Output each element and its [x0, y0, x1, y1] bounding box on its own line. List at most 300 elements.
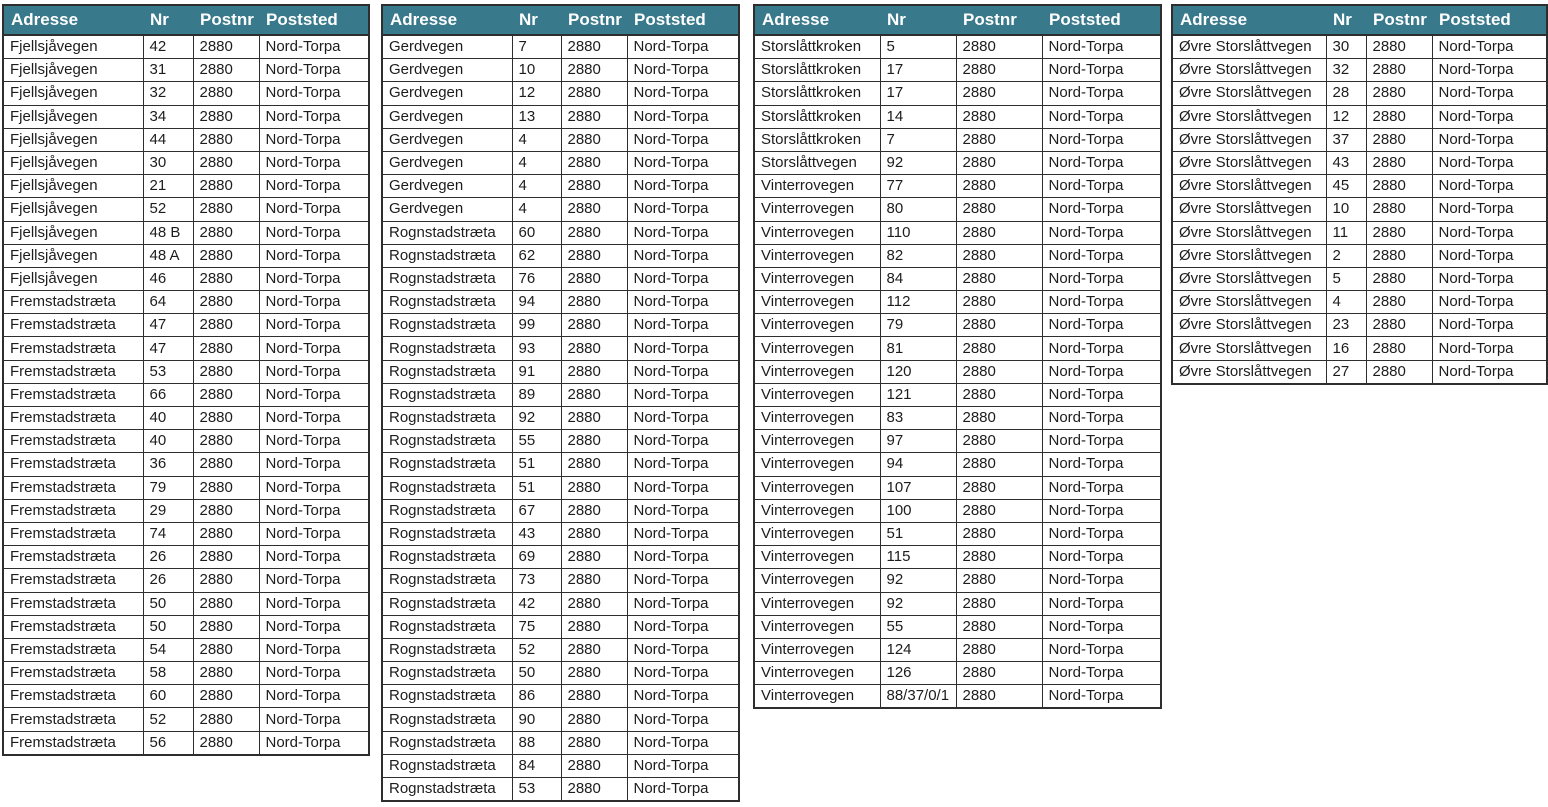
cell-poststed[interactable]: Nord-Torpa	[259, 128, 369, 151]
cell-poststed[interactable]: Nord-Torpa	[627, 82, 739, 105]
cell-poststed[interactable]: Nord-Torpa	[1042, 337, 1161, 360]
cell-postnr[interactable]: 2880	[956, 407, 1042, 430]
cell-postnr[interactable]: 2880	[561, 198, 627, 221]
cell-adresse[interactable]: Rognstadstræta	[382, 522, 512, 545]
cell-nr[interactable]: 51	[512, 453, 561, 476]
cell-nr[interactable]: 34	[143, 105, 193, 128]
cell-poststed[interactable]: Nord-Torpa	[259, 35, 369, 59]
cell-postnr[interactable]: 2880	[561, 754, 627, 777]
cell-poststed[interactable]: Nord-Torpa	[1042, 82, 1161, 105]
cell-adresse[interactable]: Rognstadstræta	[382, 708, 512, 731]
cell-postnr[interactable]: 2880	[193, 175, 259, 198]
cell-poststed[interactable]: Nord-Torpa	[1042, 314, 1161, 337]
cell-poststed[interactable]: Nord-Torpa	[627, 615, 739, 638]
cell-adresse[interactable]: Vinterrovegen	[754, 383, 880, 406]
cell-adresse[interactable]: Fjellsjåvegen	[3, 198, 143, 221]
cell-adresse[interactable]: Vinterrovegen	[754, 314, 880, 337]
cell-adresse[interactable]: Rognstadstræta	[382, 407, 512, 430]
cell-postnr[interactable]: 2880	[561, 638, 627, 661]
cell-nr[interactable]: 23	[1326, 314, 1366, 337]
cell-postnr[interactable]: 2880	[561, 499, 627, 522]
cell-postnr[interactable]: 2880	[561, 731, 627, 754]
cell-adresse[interactable]: Gerdvegen	[382, 128, 512, 151]
cell-nr[interactable]: 92	[512, 407, 561, 430]
cell-adresse[interactable]: Rognstadstræta	[382, 453, 512, 476]
cell-adresse[interactable]: Storslåttkroken	[754, 59, 880, 82]
cell-adresse[interactable]: Vinterrovegen	[754, 198, 880, 221]
cell-nr[interactable]: 4	[512, 151, 561, 174]
cell-postnr[interactable]: 2880	[561, 592, 627, 615]
cell-postnr[interactable]: 2880	[956, 221, 1042, 244]
cell-nr[interactable]: 88	[512, 731, 561, 754]
cell-postnr[interactable]: 2880	[1366, 59, 1432, 82]
header-cell-postnr[interactable]: Postnr	[1366, 5, 1432, 35]
cell-postnr[interactable]: 2880	[193, 453, 259, 476]
cell-nr[interactable]: 69	[512, 546, 561, 569]
cell-postnr[interactable]: 2880	[1366, 151, 1432, 174]
cell-postnr[interactable]: 2880	[956, 35, 1042, 59]
cell-adresse[interactable]: Gerdvegen	[382, 175, 512, 198]
cell-poststed[interactable]: Nord-Torpa	[627, 383, 739, 406]
header-cell-adresse[interactable]: Adresse	[754, 5, 880, 35]
cell-postnr[interactable]: 2880	[193, 662, 259, 685]
cell-postnr[interactable]: 2880	[561, 569, 627, 592]
header-cell-nr[interactable]: Nr	[1326, 5, 1366, 35]
cell-adresse[interactable]: Vinterrovegen	[754, 476, 880, 499]
cell-adresse[interactable]: Øvre Storslåttvegen	[1172, 105, 1326, 128]
cell-adresse[interactable]: Storslåttkroken	[754, 35, 880, 59]
cell-adresse[interactable]: Rognstadstræta	[382, 685, 512, 708]
cell-nr[interactable]: 12	[512, 82, 561, 105]
cell-postnr[interactable]: 2880	[956, 569, 1042, 592]
cell-nr[interactable]: 47	[143, 314, 193, 337]
cell-poststed[interactable]: Nord-Torpa	[259, 291, 369, 314]
cell-adresse[interactable]: Fjellsjåvegen	[3, 175, 143, 198]
cell-adresse[interactable]: Vinterrovegen	[754, 615, 880, 638]
cell-poststed[interactable]: Nord-Torpa	[259, 244, 369, 267]
cell-postnr[interactable]: 2880	[1366, 175, 1432, 198]
cell-nr[interactable]: 16	[1326, 337, 1366, 360]
cell-nr[interactable]: 79	[143, 476, 193, 499]
cell-nr[interactable]: 7	[880, 128, 956, 151]
cell-adresse[interactable]: Rognstadstræta	[382, 314, 512, 337]
cell-adresse[interactable]: Vinterrovegen	[754, 685, 880, 709]
cell-nr[interactable]: 58	[143, 662, 193, 685]
cell-adresse[interactable]: Rognstadstræta	[382, 615, 512, 638]
cell-nr[interactable]: 43	[1326, 151, 1366, 174]
cell-poststed[interactable]: Nord-Torpa	[627, 499, 739, 522]
cell-adresse[interactable]: Vinterrovegen	[754, 546, 880, 569]
cell-nr[interactable]: 99	[512, 314, 561, 337]
cell-poststed[interactable]: Nord-Torpa	[627, 685, 739, 708]
cell-adresse[interactable]: Fremstadstræta	[3, 337, 143, 360]
cell-adresse[interactable]: Fremstadstræta	[3, 499, 143, 522]
cell-adresse[interactable]: Fremstadstræta	[3, 430, 143, 453]
cell-poststed[interactable]: Nord-Torpa	[1432, 360, 1547, 384]
cell-postnr[interactable]: 2880	[561, 546, 627, 569]
cell-poststed[interactable]: Nord-Torpa	[627, 708, 739, 731]
cell-postnr[interactable]: 2880	[561, 453, 627, 476]
cell-adresse[interactable]: Rognstadstræta	[382, 291, 512, 314]
cell-adresse[interactable]: Øvre Storslåttvegen	[1172, 360, 1326, 384]
cell-poststed[interactable]: Nord-Torpa	[259, 522, 369, 545]
cell-postnr[interactable]: 2880	[956, 128, 1042, 151]
cell-postnr[interactable]: 2880	[193, 499, 259, 522]
cell-poststed[interactable]: Nord-Torpa	[1042, 35, 1161, 59]
cell-adresse[interactable]: Fjellsjåvegen	[3, 105, 143, 128]
cell-nr[interactable]: 81	[880, 337, 956, 360]
cell-adresse[interactable]: Fremstadstræta	[3, 360, 143, 383]
cell-nr[interactable]: 92	[880, 592, 956, 615]
cell-postnr[interactable]: 2880	[193, 151, 259, 174]
header-cell-postnr[interactable]: Postnr	[956, 5, 1042, 35]
cell-adresse[interactable]: Fjellsjåvegen	[3, 59, 143, 82]
cell-adresse[interactable]: Gerdvegen	[382, 35, 512, 59]
cell-postnr[interactable]: 2880	[193, 615, 259, 638]
cell-poststed[interactable]: Nord-Torpa	[259, 430, 369, 453]
cell-postnr[interactable]: 2880	[956, 383, 1042, 406]
cell-adresse[interactable]: Vinterrovegen	[754, 244, 880, 267]
cell-adresse[interactable]: Øvre Storslåttvegen	[1172, 267, 1326, 290]
cell-adresse[interactable]: Vinterrovegen	[754, 453, 880, 476]
cell-poststed[interactable]: Nord-Torpa	[259, 175, 369, 198]
cell-adresse[interactable]: Øvre Storslåttvegen	[1172, 151, 1326, 174]
header-cell-postnr[interactable]: Postnr	[561, 5, 627, 35]
cell-poststed[interactable]: Nord-Torpa	[627, 778, 739, 802]
cell-nr[interactable]: 26	[143, 546, 193, 569]
cell-postnr[interactable]: 2880	[193, 105, 259, 128]
cell-adresse[interactable]: Fremstadstræta	[3, 708, 143, 731]
cell-poststed[interactable]: Nord-Torpa	[1042, 546, 1161, 569]
cell-postnr[interactable]: 2880	[956, 267, 1042, 290]
header-cell-nr[interactable]: Nr	[880, 5, 956, 35]
cell-poststed[interactable]: Nord-Torpa	[1432, 267, 1547, 290]
cell-adresse[interactable]: Fjellsjåvegen	[3, 151, 143, 174]
cell-adresse[interactable]: Rognstadstræta	[382, 546, 512, 569]
cell-nr[interactable]: 91	[512, 360, 561, 383]
cell-postnr[interactable]: 2880	[193, 82, 259, 105]
cell-poststed[interactable]: Nord-Torpa	[259, 476, 369, 499]
cell-poststed[interactable]: Nord-Torpa	[1042, 105, 1161, 128]
cell-nr[interactable]: 51	[880, 522, 956, 545]
cell-adresse[interactable]: Vinterrovegen	[754, 291, 880, 314]
cell-postnr[interactable]: 2880	[193, 430, 259, 453]
cell-nr[interactable]: 40	[143, 430, 193, 453]
cell-nr[interactable]: 29	[143, 499, 193, 522]
cell-postnr[interactable]: 2880	[1366, 337, 1432, 360]
cell-adresse[interactable]: Vinterrovegen	[754, 638, 880, 661]
cell-nr[interactable]: 32	[1326, 59, 1366, 82]
header-cell-adresse[interactable]: Adresse	[3, 5, 143, 35]
header-cell-poststed[interactable]: Poststed	[627, 5, 739, 35]
cell-postnr[interactable]: 2880	[1366, 82, 1432, 105]
cell-nr[interactable]: 4	[1326, 291, 1366, 314]
cell-nr[interactable]: 31	[143, 59, 193, 82]
cell-poststed[interactable]: Nord-Torpa	[259, 569, 369, 592]
cell-poststed[interactable]: Nord-Torpa	[1042, 522, 1161, 545]
cell-poststed[interactable]: Nord-Torpa	[1042, 175, 1161, 198]
cell-adresse[interactable]: Fjellsjåvegen	[3, 267, 143, 290]
cell-postnr[interactable]: 2880	[561, 128, 627, 151]
cell-postnr[interactable]: 2880	[193, 128, 259, 151]
cell-nr[interactable]: 11	[1326, 221, 1366, 244]
cell-postnr[interactable]: 2880	[561, 522, 627, 545]
cell-poststed[interactable]: Nord-Torpa	[1042, 407, 1161, 430]
cell-adresse[interactable]: Fremstadstræta	[3, 522, 143, 545]
header-cell-poststed[interactable]: Poststed	[259, 5, 369, 35]
cell-poststed[interactable]: Nord-Torpa	[627, 407, 739, 430]
cell-adresse[interactable]: Øvre Storslåttvegen	[1172, 82, 1326, 105]
cell-adresse[interactable]: Vinterrovegen	[754, 522, 880, 545]
cell-nr[interactable]: 60	[143, 685, 193, 708]
cell-postnr[interactable]: 2880	[956, 615, 1042, 638]
cell-adresse[interactable]: Øvre Storslåttvegen	[1172, 314, 1326, 337]
header-cell-postnr[interactable]: Postnr	[193, 5, 259, 35]
cell-nr[interactable]: 120	[880, 360, 956, 383]
cell-poststed[interactable]: Nord-Torpa	[1042, 291, 1161, 314]
cell-postnr[interactable]: 2880	[193, 291, 259, 314]
cell-adresse[interactable]: Vinterrovegen	[754, 337, 880, 360]
cell-postnr[interactable]: 2880	[956, 638, 1042, 661]
cell-postnr[interactable]: 2880	[561, 615, 627, 638]
cell-poststed[interactable]: Nord-Torpa	[1432, 128, 1547, 151]
cell-nr[interactable]: 42	[512, 592, 561, 615]
cell-nr[interactable]: 36	[143, 453, 193, 476]
cell-nr[interactable]: 26	[143, 569, 193, 592]
cell-adresse[interactable]: Fremstadstræta	[3, 662, 143, 685]
cell-adresse[interactable]: Fremstadstræta	[3, 314, 143, 337]
cell-postnr[interactable]: 2880	[561, 175, 627, 198]
cell-nr[interactable]: 10	[512, 59, 561, 82]
cell-poststed[interactable]: Nord-Torpa	[1042, 267, 1161, 290]
cell-adresse[interactable]: Gerdvegen	[382, 105, 512, 128]
cell-postnr[interactable]: 2880	[956, 685, 1042, 709]
cell-nr[interactable]: 94	[880, 453, 956, 476]
cell-postnr[interactable]: 2880	[1366, 198, 1432, 221]
cell-postnr[interactable]: 2880	[956, 175, 1042, 198]
cell-poststed[interactable]: Nord-Torpa	[627, 662, 739, 685]
cell-postnr[interactable]: 2880	[1366, 221, 1432, 244]
cell-poststed[interactable]: Nord-Torpa	[1432, 198, 1547, 221]
cell-poststed[interactable]: Nord-Torpa	[1432, 59, 1547, 82]
cell-nr[interactable]: 50	[143, 615, 193, 638]
cell-adresse[interactable]: Fremstadstræta	[3, 685, 143, 708]
cell-poststed[interactable]: Nord-Torpa	[1432, 221, 1547, 244]
cell-poststed[interactable]: Nord-Torpa	[259, 383, 369, 406]
cell-poststed[interactable]: Nord-Torpa	[259, 314, 369, 337]
cell-nr[interactable]: 75	[512, 615, 561, 638]
cell-poststed[interactable]: Nord-Torpa	[1432, 35, 1547, 59]
cell-adresse[interactable]: Øvre Storslåttvegen	[1172, 244, 1326, 267]
cell-poststed[interactable]: Nord-Torpa	[259, 592, 369, 615]
cell-postnr[interactable]: 2880	[956, 59, 1042, 82]
cell-poststed[interactable]: Nord-Torpa	[1432, 337, 1547, 360]
cell-nr[interactable]: 27	[1326, 360, 1366, 384]
header-cell-adresse[interactable]: Adresse	[382, 5, 512, 35]
cell-nr[interactable]: 28	[1326, 82, 1366, 105]
cell-poststed[interactable]: Nord-Torpa	[259, 453, 369, 476]
cell-nr[interactable]: 56	[143, 731, 193, 755]
cell-postnr[interactable]: 2880	[561, 476, 627, 499]
cell-postnr[interactable]: 2880	[561, 708, 627, 731]
cell-adresse[interactable]: Rognstadstræta	[382, 383, 512, 406]
cell-nr[interactable]: 52	[143, 708, 193, 731]
cell-postnr[interactable]: 2880	[193, 337, 259, 360]
cell-postnr[interactable]: 2880	[193, 522, 259, 545]
cell-postnr[interactable]: 2880	[193, 198, 259, 221]
cell-adresse[interactable]: Vinterrovegen	[754, 360, 880, 383]
cell-nr[interactable]: 77	[880, 175, 956, 198]
cell-nr[interactable]: 17	[880, 59, 956, 82]
cell-nr[interactable]: 55	[880, 615, 956, 638]
cell-nr[interactable]: 50	[143, 592, 193, 615]
cell-nr[interactable]: 4	[512, 175, 561, 198]
cell-nr[interactable]: 47	[143, 337, 193, 360]
cell-adresse[interactable]: Fremstadstræta	[3, 383, 143, 406]
cell-adresse[interactable]: Fremstadstræta	[3, 638, 143, 661]
cell-poststed[interactable]: Nord-Torpa	[1042, 198, 1161, 221]
cell-postnr[interactable]: 2880	[956, 291, 1042, 314]
cell-nr[interactable]: 115	[880, 546, 956, 569]
cell-poststed[interactable]: Nord-Torpa	[627, 221, 739, 244]
cell-adresse[interactable]: Fjellsjåvegen	[3, 35, 143, 59]
cell-postnr[interactable]: 2880	[956, 522, 1042, 545]
cell-postnr[interactable]: 2880	[956, 151, 1042, 174]
cell-nr[interactable]: 126	[880, 662, 956, 685]
cell-poststed[interactable]: Nord-Torpa	[259, 638, 369, 661]
cell-adresse[interactable]: Storslåttkroken	[754, 128, 880, 151]
cell-adresse[interactable]: Øvre Storslåttvegen	[1172, 221, 1326, 244]
header-cell-poststed[interactable]: Poststed	[1042, 5, 1161, 35]
cell-nr[interactable]: 89	[512, 383, 561, 406]
cell-poststed[interactable]: Nord-Torpa	[259, 82, 369, 105]
cell-adresse[interactable]: Vinterrovegen	[754, 267, 880, 290]
cell-adresse[interactable]: Øvre Storslåttvegen	[1172, 128, 1326, 151]
cell-poststed[interactable]: Nord-Torpa	[1042, 244, 1161, 267]
cell-postnr[interactable]: 2880	[193, 221, 259, 244]
cell-postnr[interactable]: 2880	[193, 685, 259, 708]
cell-postnr[interactable]: 2880	[1366, 314, 1432, 337]
cell-postnr[interactable]: 2880	[193, 244, 259, 267]
cell-nr[interactable]: 90	[512, 708, 561, 731]
cell-poststed[interactable]: Nord-Torpa	[1042, 128, 1161, 151]
cell-nr[interactable]: 97	[880, 430, 956, 453]
cell-nr[interactable]: 54	[143, 638, 193, 661]
cell-postnr[interactable]: 2880	[561, 151, 627, 174]
cell-poststed[interactable]: Nord-Torpa	[1042, 662, 1161, 685]
cell-nr[interactable]: 37	[1326, 128, 1366, 151]
cell-nr[interactable]: 44	[143, 128, 193, 151]
cell-postnr[interactable]: 2880	[561, 105, 627, 128]
cell-nr[interactable]: 2	[1326, 244, 1366, 267]
cell-poststed[interactable]: Nord-Torpa	[1042, 569, 1161, 592]
cell-nr[interactable]: 4	[512, 198, 561, 221]
cell-poststed[interactable]: Nord-Torpa	[1432, 105, 1547, 128]
cell-nr[interactable]: 5	[1326, 267, 1366, 290]
cell-postnr[interactable]: 2880	[561, 662, 627, 685]
cell-nr[interactable]: 46	[143, 267, 193, 290]
cell-postnr[interactable]: 2880	[561, 383, 627, 406]
cell-adresse[interactable]: Rognstadstræta	[382, 778, 512, 802]
cell-poststed[interactable]: Nord-Torpa	[627, 267, 739, 290]
cell-postnr[interactable]: 2880	[561, 685, 627, 708]
cell-nr[interactable]: 12	[1326, 105, 1366, 128]
cell-nr[interactable]: 48 B	[143, 221, 193, 244]
cell-adresse[interactable]: Vinterrovegen	[754, 407, 880, 430]
cell-poststed[interactable]: Nord-Torpa	[259, 267, 369, 290]
cell-nr[interactable]: 88/37/0/1	[880, 685, 956, 709]
cell-postnr[interactable]: 2880	[561, 59, 627, 82]
cell-postnr[interactable]: 2880	[1366, 267, 1432, 290]
cell-adresse[interactable]: Vinterrovegen	[754, 175, 880, 198]
cell-nr[interactable]: 40	[143, 407, 193, 430]
cell-postnr[interactable]: 2880	[193, 59, 259, 82]
cell-adresse[interactable]: Fjellsjåvegen	[3, 244, 143, 267]
cell-postnr[interactable]: 2880	[956, 476, 1042, 499]
cell-postnr[interactable]: 2880	[1366, 105, 1432, 128]
cell-nr[interactable]: 42	[143, 35, 193, 59]
cell-poststed[interactable]: Nord-Torpa	[1042, 592, 1161, 615]
cell-postnr[interactable]: 2880	[193, 546, 259, 569]
cell-poststed[interactable]: Nord-Torpa	[1042, 476, 1161, 499]
cell-poststed[interactable]: Nord-Torpa	[1042, 151, 1161, 174]
cell-poststed[interactable]: Nord-Torpa	[1042, 499, 1161, 522]
cell-postnr[interactable]: 2880	[561, 430, 627, 453]
cell-postnr[interactable]: 2880	[561, 82, 627, 105]
cell-poststed[interactable]: Nord-Torpa	[1432, 291, 1547, 314]
cell-postnr[interactable]: 2880	[956, 360, 1042, 383]
cell-postnr[interactable]: 2880	[956, 499, 1042, 522]
cell-nr[interactable]: 112	[880, 291, 956, 314]
cell-adresse[interactable]: Rognstadstræta	[382, 476, 512, 499]
cell-postnr[interactable]: 2880	[561, 778, 627, 802]
cell-postnr[interactable]: 2880	[193, 708, 259, 731]
cell-poststed[interactable]: Nord-Torpa	[627, 128, 739, 151]
cell-poststed[interactable]: Nord-Torpa	[627, 198, 739, 221]
cell-nr[interactable]: 121	[880, 383, 956, 406]
cell-poststed[interactable]: Nord-Torpa	[1042, 638, 1161, 661]
cell-adresse[interactable]: Rognstadstræta	[382, 221, 512, 244]
cell-nr[interactable]: 55	[512, 430, 561, 453]
cell-postnr[interactable]: 2880	[956, 546, 1042, 569]
cell-postnr[interactable]: 2880	[561, 314, 627, 337]
cell-nr[interactable]: 32	[143, 82, 193, 105]
cell-adresse[interactable]: Gerdvegen	[382, 59, 512, 82]
cell-adresse[interactable]: Gerdvegen	[382, 151, 512, 174]
cell-poststed[interactable]: Nord-Torpa	[627, 291, 739, 314]
cell-nr[interactable]: 5	[880, 35, 956, 59]
cell-poststed[interactable]: Nord-Torpa	[627, 244, 739, 267]
cell-postnr[interactable]: 2880	[1366, 128, 1432, 151]
cell-poststed[interactable]: Nord-Torpa	[627, 35, 739, 59]
cell-postnr[interactable]: 2880	[561, 244, 627, 267]
cell-poststed[interactable]: Nord-Torpa	[627, 546, 739, 569]
cell-adresse[interactable]: Øvre Storslåttvegen	[1172, 35, 1326, 59]
cell-adresse[interactable]: Gerdvegen	[382, 82, 512, 105]
cell-poststed[interactable]: Nord-Torpa	[259, 731, 369, 755]
cell-nr[interactable]: 30	[1326, 35, 1366, 59]
cell-adresse[interactable]: Øvre Storslåttvegen	[1172, 337, 1326, 360]
cell-postnr[interactable]: 2880	[193, 407, 259, 430]
cell-poststed[interactable]: Nord-Torpa	[259, 708, 369, 731]
cell-poststed[interactable]: Nord-Torpa	[627, 337, 739, 360]
cell-adresse[interactable]: Vinterrovegen	[754, 221, 880, 244]
cell-postnr[interactable]: 2880	[956, 337, 1042, 360]
cell-nr[interactable]: 84	[880, 267, 956, 290]
cell-adresse[interactable]: Fremstadstræta	[3, 546, 143, 569]
cell-postnr[interactable]: 2880	[193, 267, 259, 290]
cell-nr[interactable]: 62	[512, 244, 561, 267]
